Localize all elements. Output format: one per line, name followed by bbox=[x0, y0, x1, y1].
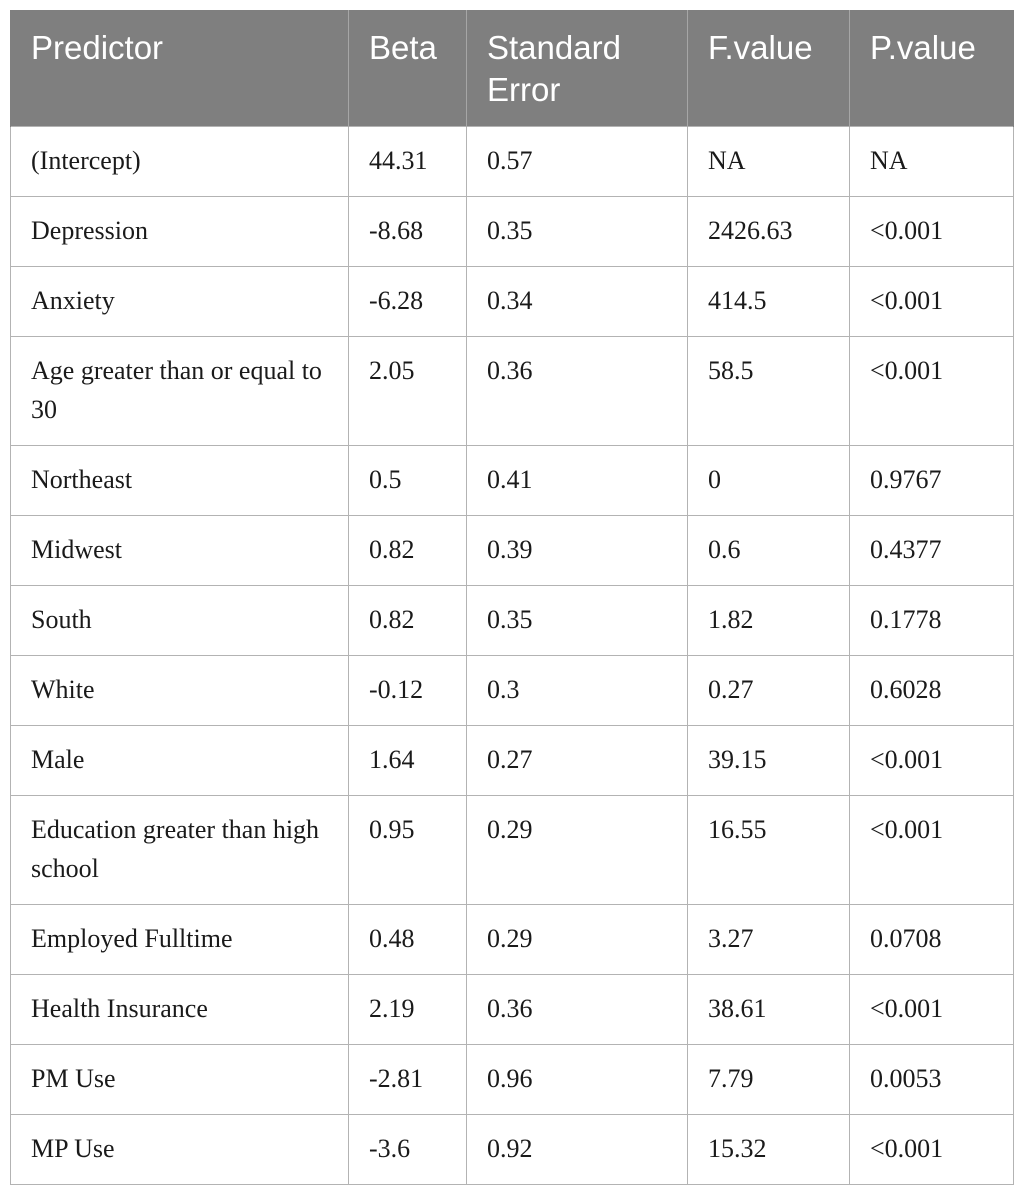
cell-f-value: 3.27 bbox=[688, 905, 850, 975]
table-row bbox=[11, 656, 1014, 726]
cell-standard-error: 0.57 bbox=[467, 127, 688, 197]
cell-beta: -2.81 bbox=[349, 1045, 467, 1115]
cell-standard-error: 0.29 bbox=[467, 796, 688, 905]
cell-standard-error: 0.92 bbox=[467, 1115, 688, 1185]
cell-standard-error: 0.36 bbox=[467, 337, 688, 446]
cell-f-value: 0.6 bbox=[688, 516, 850, 586]
cell-predictor: Depression bbox=[11, 197, 349, 267]
cell-predictor: MP Use bbox=[11, 1115, 349, 1185]
regression-table bbox=[10, 10, 1014, 1185]
cell-p-value: <0.001 bbox=[850, 337, 1014, 446]
table-row bbox=[11, 516, 1014, 586]
cell-standard-error: 0.35 bbox=[467, 586, 688, 656]
cell-predictor: South bbox=[11, 586, 349, 656]
cell-beta: 2.19 bbox=[349, 975, 467, 1045]
header-p-value: P.value bbox=[850, 10, 1014, 127]
cell-standard-error: 0.39 bbox=[467, 516, 688, 586]
cell-predictor: PM Use bbox=[11, 1045, 349, 1115]
cell-f-value: 0.27 bbox=[688, 656, 850, 726]
table-row bbox=[11, 726, 1014, 796]
cell-f-value: 38.61 bbox=[688, 975, 850, 1045]
table-row bbox=[11, 197, 1014, 267]
cell-beta: 0.82 bbox=[349, 516, 467, 586]
header-row bbox=[11, 10, 1014, 127]
cell-p-value: <0.001 bbox=[850, 796, 1014, 905]
cell-beta: 0.48 bbox=[349, 905, 467, 975]
header-f-value: F.value bbox=[688, 10, 850, 127]
cell-f-value: 1.82 bbox=[688, 586, 850, 656]
cell-f-value: 39.15 bbox=[688, 726, 850, 796]
cell-predictor: Male bbox=[11, 726, 349, 796]
cell-beta: 0.5 bbox=[349, 446, 467, 516]
cell-f-value: NA bbox=[688, 127, 850, 197]
header-standard-error: Standard Error bbox=[467, 10, 688, 127]
cell-p-value: <0.001 bbox=[850, 197, 1014, 267]
cell-standard-error: 0.96 bbox=[467, 1045, 688, 1115]
cell-beta: -0.12 bbox=[349, 656, 467, 726]
header-predictor: Predictor bbox=[11, 10, 349, 127]
regression-table-container bbox=[10, 10, 1013, 1185]
cell-p-value: 0.0708 bbox=[850, 905, 1014, 975]
cell-f-value: 7.79 bbox=[688, 1045, 850, 1115]
cell-beta: 0.95 bbox=[349, 796, 467, 905]
cell-p-value: 0.4377 bbox=[850, 516, 1014, 586]
cell-standard-error: 0.36 bbox=[467, 975, 688, 1045]
table-row bbox=[11, 1045, 1014, 1115]
cell-predictor: Health Insurance bbox=[11, 975, 349, 1045]
table-row bbox=[11, 796, 1014, 905]
cell-predictor: Age greater than or equal to 30 bbox=[11, 337, 349, 446]
cell-f-value: 414.5 bbox=[688, 267, 850, 337]
table-body bbox=[11, 127, 1014, 1185]
cell-standard-error: 0.41 bbox=[467, 446, 688, 516]
cell-beta: -6.28 bbox=[349, 267, 467, 337]
cell-standard-error: 0.34 bbox=[467, 267, 688, 337]
table-row bbox=[11, 446, 1014, 516]
cell-beta: 44.31 bbox=[349, 127, 467, 197]
cell-p-value: 0.1778 bbox=[850, 586, 1014, 656]
cell-f-value: 15.32 bbox=[688, 1115, 850, 1185]
cell-f-value: 2426.63 bbox=[688, 197, 850, 267]
cell-beta: 0.82 bbox=[349, 586, 467, 656]
cell-f-value: 16.55 bbox=[688, 796, 850, 905]
cell-predictor: Anxiety bbox=[11, 267, 349, 337]
table-row bbox=[11, 905, 1014, 975]
cell-predictor: (Intercept) bbox=[11, 127, 349, 197]
cell-p-value: <0.001 bbox=[850, 1115, 1014, 1185]
cell-predictor: Northeast bbox=[11, 446, 349, 516]
cell-standard-error: 0.29 bbox=[467, 905, 688, 975]
cell-standard-error: 0.27 bbox=[467, 726, 688, 796]
cell-f-value: 0 bbox=[688, 446, 850, 516]
header-beta: Beta bbox=[349, 10, 467, 127]
table-row bbox=[11, 975, 1014, 1045]
cell-predictor: Education greater than high school bbox=[11, 796, 349, 905]
table-row bbox=[11, 586, 1014, 656]
cell-p-value: <0.001 bbox=[850, 726, 1014, 796]
cell-beta: -3.6 bbox=[349, 1115, 467, 1185]
cell-standard-error: 0.35 bbox=[467, 197, 688, 267]
cell-predictor: White bbox=[11, 656, 349, 726]
cell-p-value: 0.9767 bbox=[850, 446, 1014, 516]
cell-p-value: 0.0053 bbox=[850, 1045, 1014, 1115]
cell-predictor: Midwest bbox=[11, 516, 349, 586]
cell-standard-error: 0.3 bbox=[467, 656, 688, 726]
table-header bbox=[11, 10, 1014, 127]
cell-predictor: Employed Fulltime bbox=[11, 905, 349, 975]
cell-p-value: NA bbox=[850, 127, 1014, 197]
cell-beta: -8.68 bbox=[349, 197, 467, 267]
table-row bbox=[11, 1115, 1014, 1185]
cell-f-value: 58.5 bbox=[688, 337, 850, 446]
table-row bbox=[11, 127, 1014, 197]
cell-p-value: 0.6028 bbox=[850, 656, 1014, 726]
cell-p-value: <0.001 bbox=[850, 267, 1014, 337]
table-row bbox=[11, 267, 1014, 337]
cell-beta: 2.05 bbox=[349, 337, 467, 446]
cell-beta: 1.64 bbox=[349, 726, 467, 796]
table-row bbox=[11, 337, 1014, 446]
cell-p-value: <0.001 bbox=[850, 975, 1014, 1045]
